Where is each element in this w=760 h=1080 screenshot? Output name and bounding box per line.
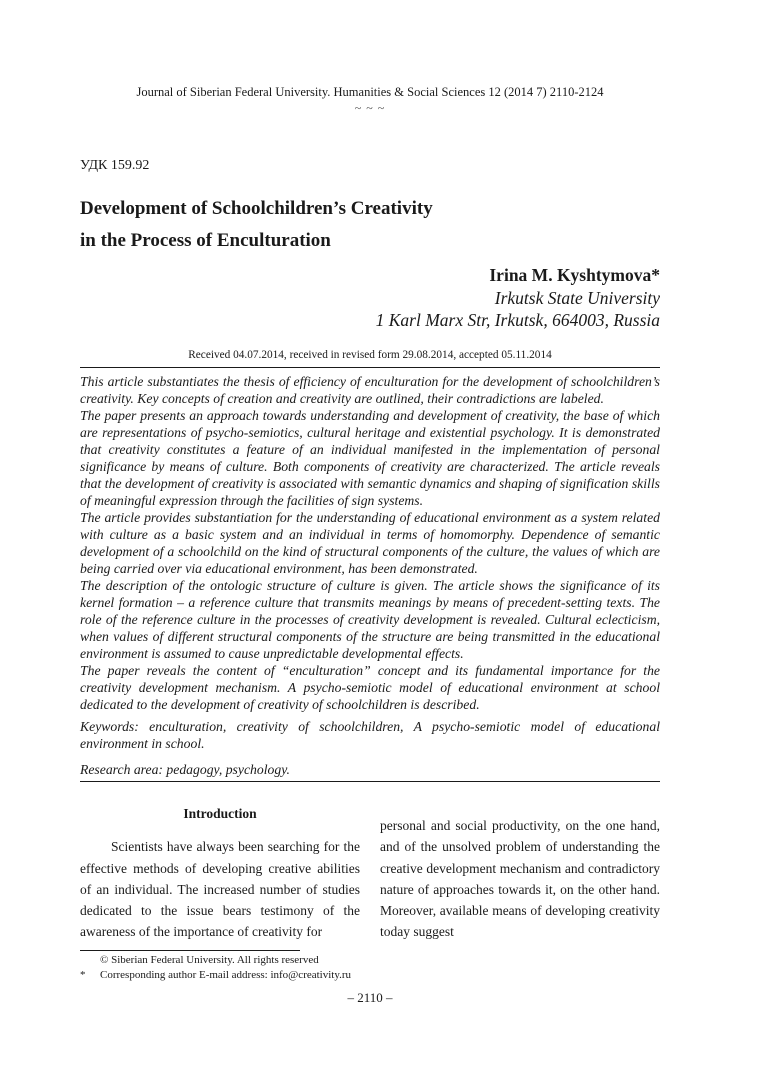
research-area: Research area: pedagogy, psychology. bbox=[80, 762, 290, 777]
received-dates: Received 04.07.2014, received in revised form 29.08.2014, accepted 05.11.2014 bbox=[188, 349, 552, 361]
abstract-paragraph: The description of the ontologic structure of culture is given. The article shows the significance of its kernel formation – a reference culture that transmits meanings by means of precedent-setting texts. The role of the reference culture in the processes of creativity development is revealed. Cultural eclecticism, when values of different structural components of the structure are being transmitted in the educational environment is assumed to cause unpredictable developmental effects. bbox=[80, 578, 660, 661]
abstract-paragraph: The paper reveals the content of “enculturation” concept and its fundamental importance for the creativity development mechanism. A psycho-semiotic model of educational environment at school dedicated to the development of creativity of schoolchildren is described. bbox=[80, 663, 660, 712]
abstract-paragraph: This article substantiates the thesis of efficiency of enculturation for the development of schoolchildren’s creativity. Key concepts of creation and creativity are outlined, their contradictions are labeled. bbox=[80, 374, 660, 406]
footnote-copyright bbox=[80, 953, 351, 968]
title-line-1: Development of Schoolchildren’s Creativity bbox=[80, 198, 433, 219]
abstract bbox=[80, 373, 660, 713]
abstract-paragraph: The paper presents an approach towards understanding and development of creativity, the base of which are representations of psycho-semiotics, cultural heritage and existential psychology. It is demonstrated that creativity constitutes a feature of an individual manifested in the implementation of personal significance by means of culture. Both components of creativity are characterized. The article reveals that the development of creativity is associated with semantic dynamics and shaping of signification skills of meaningful expression through the facilities of sign systems. bbox=[80, 408, 660, 508]
abstract-top-rule bbox=[80, 367, 660, 368]
abstract-paragraph: The article provides substantiation for the understanding of educational environment as a system related with culture as a basic system and an individual in terms of homomorphy. Dependence of semantic development of a schoolchild on the kind of structural components of the culture, the values of which are being carried over via educational environment, has been demonstrated. bbox=[80, 510, 660, 576]
footnote-text: © Siberian Federal University. All rights reserved bbox=[100, 954, 319, 966]
footnote-mark bbox=[80, 953, 100, 968]
journal-header: Journal of Siberian Federal University. Humanities & Social Sciences 12 (2014 7) 2110-2124 bbox=[136, 85, 604, 99]
body-paragraph: Scientists have always been searching for the effective methods of developing creative abilities of an individual. The increased number of studies dedicated to the issue bears testimony of the awareness of the importance of creativity for bbox=[80, 839, 360, 940]
footnote-rule bbox=[80, 950, 300, 951]
body-column-right bbox=[380, 815, 660, 943]
keywords: Keywords: enculturation, creativity of schoolchildren, A psycho-semiotic model of educational environment in school. bbox=[80, 719, 660, 751]
body-paragraph: personal and social productivity, on the one hand, and of the unsolved problem of understanding the creative development mechanism and contradictory nature of approaches towards it, on the other hand. Moreover, available means of developing creativity today suggest bbox=[380, 818, 660, 940]
footnotes bbox=[80, 953, 351, 983]
page-number: – 2110 – bbox=[347, 990, 393, 1005]
author-name: Irina M. Kyshtymova* bbox=[489, 265, 660, 285]
author-block bbox=[376, 264, 660, 332]
title-line-2: in the Process of Enculturation bbox=[80, 230, 331, 251]
author-address: 1 Karl Marx Str, Irkutsk, 664003, Russia bbox=[375, 310, 660, 330]
footnote-text: Corresponding author E-mail address: info@creativity.ru bbox=[100, 969, 352, 981]
section-heading: Introduction bbox=[183, 806, 257, 821]
footnote-mark: * bbox=[80, 969, 86, 981]
header-ornament: ~ ~ ~ bbox=[354, 101, 386, 115]
body-column-left bbox=[80, 803, 360, 943]
article-title bbox=[80, 193, 640, 257]
footnote-corresponding bbox=[80, 968, 351, 983]
udc-code: УДК 159.92 bbox=[80, 158, 150, 173]
author-university: Irkutsk State University bbox=[494, 287, 660, 308]
abstract-bottom-rule bbox=[80, 781, 660, 782]
